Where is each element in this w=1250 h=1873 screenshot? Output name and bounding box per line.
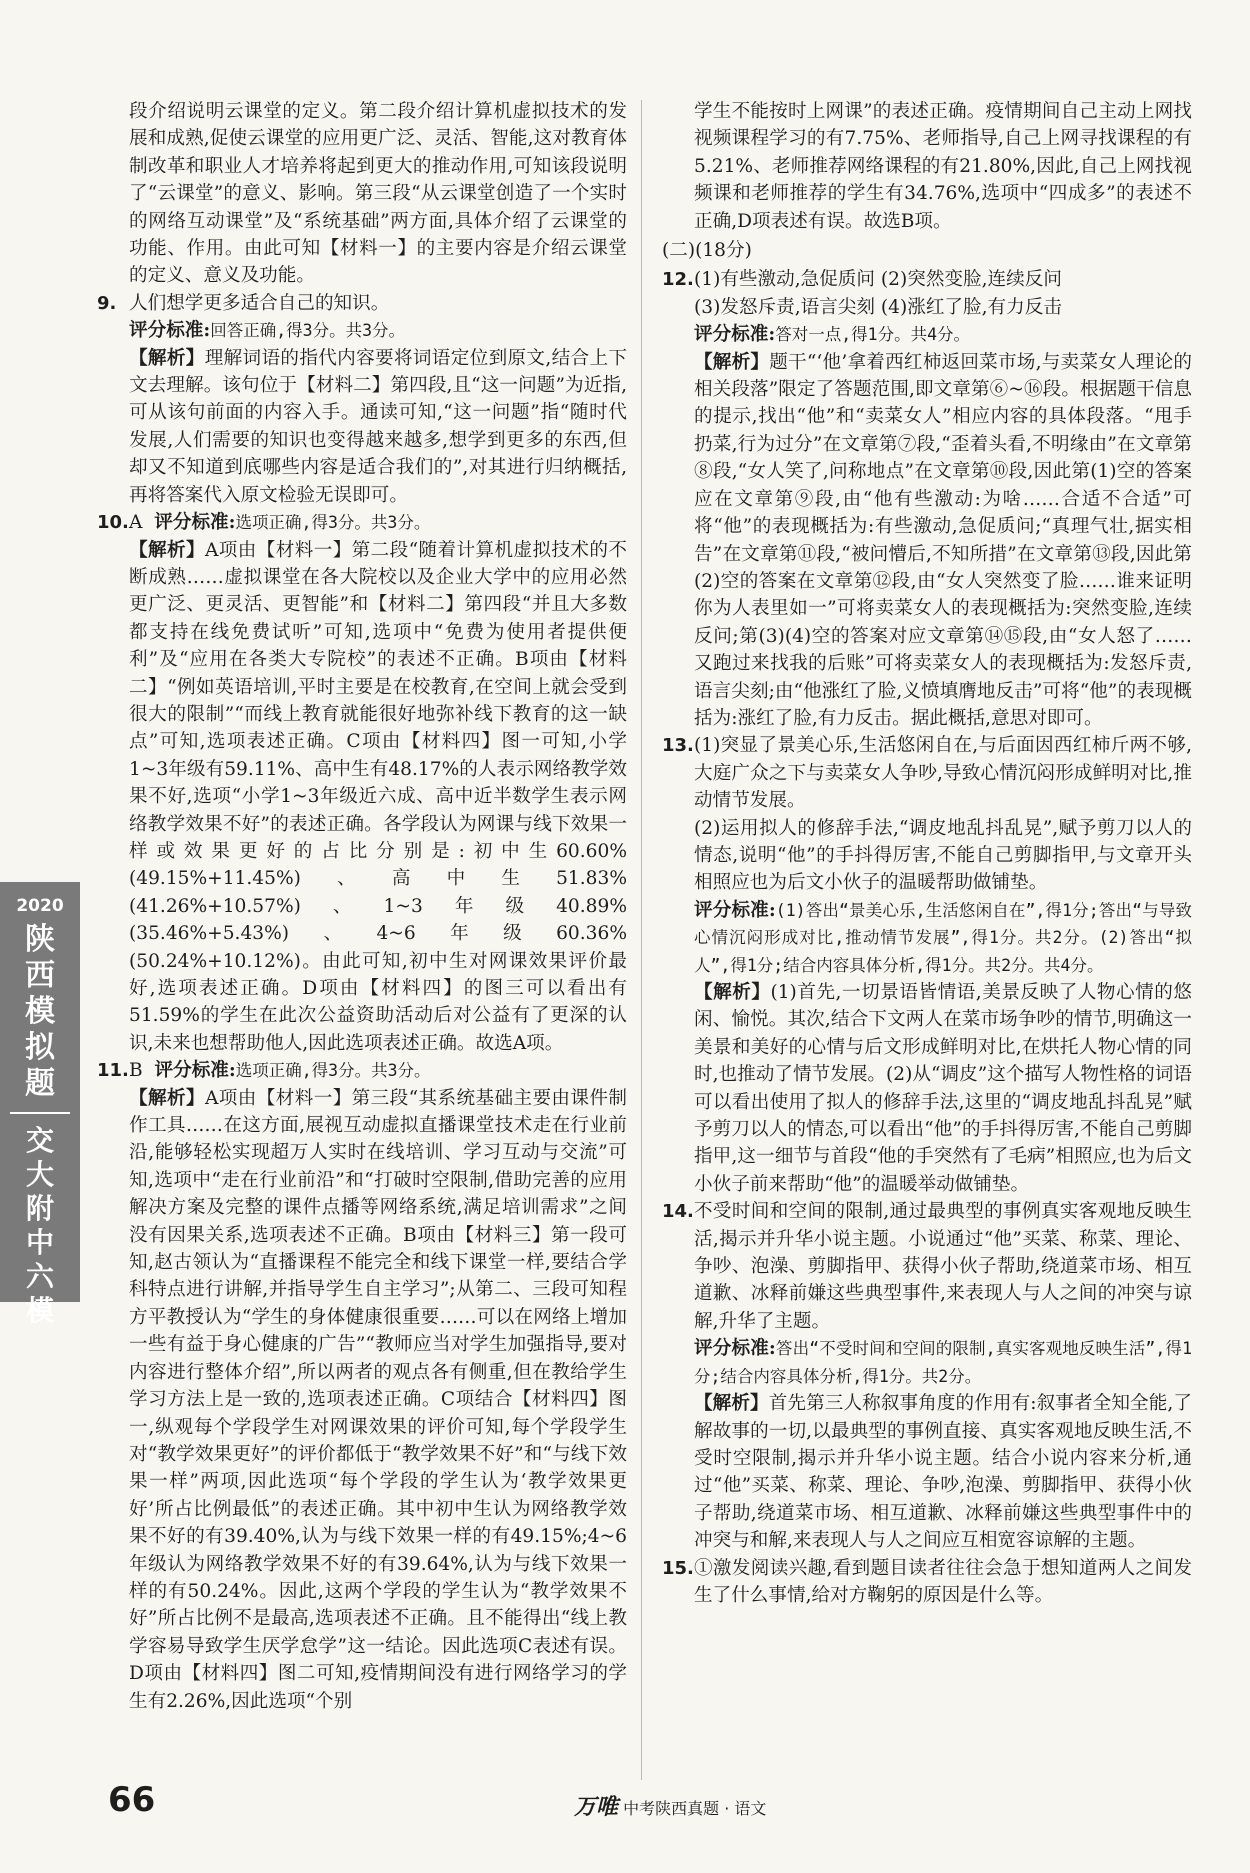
analysis-text: 首先第三人称叙事角度的作用有:叙事者全知全能,了解故事的一切,以最典型的事例直接、真实客观地反映生活,不受时空限制,揭示并升华小说主题。结合小说内容来分析,通过“他”买菜、称菜、理论、争吵,泡澡、剪脚指甲、获得小伙子帮助,绕道菜市场、相互道歉、冰释前嫌这些典型事件中的冲突与和解,来表现人与人之间应互相宽容谅解的主题。 [694, 1393, 1192, 1552]
footer-brand [574, 1790, 766, 1821]
scoring-standard [129, 317, 627, 344]
question-body [694, 266, 1192, 732]
side-tab [0, 882, 80, 1327]
scoring-text: (1)答出“景美心乐,生活悠闲自在”,得1分;答出“与导致心情沉闷形成对比,推动情节发展”,得1分。共2分。(2)答出“拟人”,得1分;结合内容具体分析,得1分。共2分。共4分。 [694, 900, 1192, 975]
answer-text: B [129, 1060, 143, 1082]
answer-line [129, 1057, 627, 1084]
analysis-label: 【解析】 [694, 351, 770, 373]
question-13 [662, 732, 1192, 1198]
analysis-label: 【解析】 [694, 982, 771, 1003]
right-column [662, 98, 1192, 1609]
side-tab-year: 2020 [16, 896, 64, 916]
scoring-text: 选项正确,得3分。共3分。 [235, 513, 431, 533]
answer-line [129, 509, 627, 536]
answer-text: 不受时间和空间的限制,通过最典型的事例真实客观地反映生活,揭示并升华小说主题。小说通过“他”买菜、称菜、理论、争吵、泡澡、剪脚指甲、获得小伙子帮助,绕道菜市场、相互道歉、冰释前嫌这些典型事件,来表现人与人之间的冲突与谅解,升华了主题。 [694, 1201, 1192, 1332]
section-heading: (二)(18分) [662, 240, 752, 262]
analysis [694, 349, 1192, 733]
answer-text: A [129, 512, 143, 534]
question-body [129, 1057, 627, 1715]
analysis [694, 979, 1192, 1198]
side-tab-title: 陕西模拟题 [25, 922, 55, 1101]
scoring-label: 评分标准: [694, 899, 776, 921]
analysis [129, 537, 627, 1058]
continued-paragraph: 学生不能按时上网课”的表述正确。疫情期间自己主动上网找视频课程学习的有7.75%、老师指导,自己上网寻找课程的有5.21%、老师推荐网络课程的有21.80%,因此,自己上网找视频课和老师推荐的学生有34.76%,选项中“四成多”的表述不正确,D项表述有误。故选B项。 [694, 101, 1192, 232]
scoring-text: 答出“不受时间和空间的限制,真实客观地反映生活”,得1分;结合内容具体分析,得1分。共2分。 [694, 1339, 1193, 1386]
analysis [694, 1390, 1192, 1554]
question-body [694, 1198, 1192, 1554]
analysis [129, 345, 627, 509]
scoring-label: 评分标准: [694, 1338, 776, 1360]
question-body [129, 290, 627, 509]
analysis [129, 1085, 627, 1715]
question-number: 9. [97, 292, 117, 314]
question-number: 11. [97, 1060, 129, 1082]
scoring-standard [694, 897, 1192, 979]
scoring-text: 选项正确,得3分。共3分。 [235, 1061, 431, 1081]
question-number: 14. [662, 1201, 694, 1223]
answer-text: 人们想学更多适合自己的知识。 [129, 292, 390, 314]
brand-logo: 万唯 [574, 1795, 619, 1820]
scoring-label: 评分标准: [694, 324, 776, 346]
scoring-standard [694, 1335, 1192, 1390]
side-tab-separator [10, 1112, 70, 1114]
question-14 [662, 1198, 1192, 1554]
analysis-label: 【解析】 [129, 1087, 205, 1109]
column-divider [641, 100, 642, 1780]
scoring-label: 评分标准: [129, 320, 211, 342]
scoring-standard [694, 321, 1192, 348]
footer-text: 中考陕西真题 · 语文 [623, 1799, 767, 1818]
left-intro-paragraph: 段介绍说明云课堂的定义。第二段介绍计算机虚拟技术的发展和成熟,促使云课堂的应用更广泛、灵活、智能,这对教育体制改革和职业人才培养将起到更大的推动作用,可知该段说明了“云课堂”的意义、影响。第三段“从云课堂创造了一个实时的网络互动课堂”及“系统基础”两方面,具体介绍了云课堂的功能、作用。由此可知【材料一】的主要内容是介绍云课堂的定义、意义及功能。 [129, 101, 627, 287]
analysis-text: 理解词语的指代内容要将词语定位到原文,结合上下文去理解。该句位于【材料二】第四段,且“这一问题”为近指,可从该句前面的内容入手。通读可知,“这一问题”指“随时代发展,人们需要的知识也变得越来越多,想学到更多的东西,但却又不知道到底哪些内容是适合我们的”,对其进行归纳概括,再将答案代入原文检验无误即可。 [129, 347, 627, 506]
analysis-text: (1)首先,一切景语皆情语,美景反映了人物心情的悠闲、愉悦。其次,结合下文两人在菜市场争吵的情节,明确这一美景和美好的心情与后文形成鲜明对比,在烘托人物心情的同时,也推动了情节发展。(2)从“调皮”这个描写人物性格的词语可以看出使用了拟人的修辞手法,这里的“调皮地乱抖乱晃”赋予剪刀以人的情态,可以看出“他”的手抖得厉害,不能自己剪脚指甲,这一细节与首段“他的手突然有了毛病”相照应,也为后文小伙子前来帮助“他”的温暖举动做铺垫。 [694, 982, 1192, 1195]
scoring-text: 答对一点,得1分。共4分。 [775, 325, 971, 345]
side-tab-subtitle: 交大附中六模 [25, 1124, 54, 1327]
question-10 [97, 509, 627, 1057]
left-column [97, 98, 627, 1715]
question-15 [662, 1555, 1192, 1610]
answer-text: ①激发阅读兴趣,看到题目读者往往会急于想知道两人之间发生了什么事情,给对方鞠躬的原因是什么等。 [694, 1557, 1192, 1606]
question-body [129, 509, 627, 1057]
question-11 [97, 1057, 627, 1715]
analysis-text: 题干“‘他’拿着西红柿返回菜市场,与卖菜女人理论的相关段落”限定了答题范围,即文章第⑥~⑯段。根据题干信息的提示,找出“他”和“卖菜女人”相应内容的具体段落。“甩手扔菜,行为过分”在文章第⑦段,“歪着头看,不明缘由”在文章第⑧段,“女人笑了,问称地点”在文章第⑩段,因此第(1)空的答案应在文章第⑨段,由“他有些激动:为啥……合适不合适”可将“他”的表现概括为:有些激动,急促质问;“真理气壮,据实相告”在文章第⑪段,“被问懵后,不知所措”在文章第⑬段,因此第(2)空的答案在文章第⑫段,由“女人突然变了脸……谁来证明你为人表里如一”可将卖菜女人的表现概括为:突然变脸,连续反问;第(3)(4)空的答案对应文章第⑭⑮段,由“女人怒了……又跑过来找我的后账”可将卖菜女人的表现概括为:发怒斥责,语言尖刻;由“他涨红了脸,义愤填膺地反击”可将“他”的表现概括为:涨红了脸,有力反击。据此概括,意思对即可。 [694, 351, 1192, 729]
question-number: 15. [662, 1557, 694, 1579]
question-number: 13. [662, 735, 694, 757]
question-9 [97, 290, 627, 509]
analysis-label: 【解析】 [694, 1393, 769, 1415]
answer-part-1: (1)突显了景美心乐,生活悠闲自在,与后面因西红柿斤两不够,大庭广众之下与卖菜女人争吵,导致心情沉闷形成鲜明对比,推动情节发展。 [694, 735, 1192, 812]
scoring-label: 评分标准: [154, 1060, 236, 1082]
question-number: 10. [97, 512, 129, 534]
question-body [694, 1555, 1192, 1610]
analysis-label: 【解析】 [129, 539, 205, 561]
answer-part-2: (2)运用拟人的修辞手法,“调皮地乱抖乱晃”,赋予剪刀以人的情态,说明“他”的手抖得厉害,不能自己剪脚指甲,与文章开头相照应也为后文小伙子的温暖帮助做铺垫。 [694, 817, 1192, 894]
scoring-text: 回答正确,得3分。共3分。 [210, 321, 406, 341]
question-body [694, 732, 1192, 1198]
analysis-text: A项由【材料一】第三段“其系统基础主要由课件制作工具……在这方面,展视互动虚拟直播课堂技术走在行业前沿,能够轻松实现超万人实时在线培训、学习互动与交流”可知,选项中“走在行业前沿”和“打破时空限制,借助完善的应用解决方案及完整的课件点播等网络系统,满足培训需求”之间没有因果关系,选项表述不正确。B项由【材料三】第一段可知,赵古领认为“直播课程不能完全和线下课堂一样,要结合学科特点进行讲解,并指导学生自主学习”;从第二、三段可知程方平教授认为“学生的身体健康很重要……可以在网络上增加一些有益于身心健康的广告”“教师应当对学生加强指导,要对内容进行整体介绍”,所以两者的观点各有侧重,但在教给学生学习方法上是一致的,选项表述正确。C项结合【材料四】图一,纵观每个学段学生对网课效果的评价可知,每个学段学生对“教学效果更好”的评价都低于“教学效果不好”和“与线下效果一样”两项,因此选项“每个学段的学生认为‘教学效果更好’所占比例最低”的表述正确。其中初中生认为网络教学效果不好的有39.40%,认为与线下效果一样的有49.15%;4~6年级认为网络教学效果不好的有39.64%,认为与线下效果一样的有50.24%。因此,这两个学段的学生认为“教学效果不好”所占比例不是最高,选项表述不正确。且不能得出“线上教学容易导致学生厌学怠学”这一结论。因此选项C表述有误。D项由【材料四】图二可知,疫情期间没有进行网络学习的学生有2.26%,因此选项“个别 [129, 1087, 627, 1712]
answer-line-2: (3)发怒斥责,语言尖刻 (4)涨红了脸,有力反击 [694, 296, 1062, 318]
answer-line-1: (1)有些激动,急促质问 (2)突然变脸,连续反问 [694, 269, 1062, 291]
analysis-text: A项由【材料一】第二段“随着计算机虚拟技术的不断成熟……虚拟课堂在各大院校以及企业大学中的应用必然更广泛、更灵活、更智能”和【材料二】第四段“并且大多数都支持在线免费试听”可知,选项中“免费为使用者提供便利”及“应用在各类大专院校”的表述不正确。B项由【材料二】“例如英语培训,平时主要是在校教育,在空间上就会受到很大的限制”“而线上教育就能很好地弥补线下教育的这一缺点”可知,选项表述正确。C项由【材料四】图一可知,小学1~3年级有59.11%、高中生有48.17%的人表示网络教学效果不好,选项“小学1~3年级近六成、高中近半数学生表示网络教学效果不好”的表述正确。各学段认为网课与线下效果一样或效果更好的占比分别是:初中生60.60%(49.15%+11.45%)、高中生51.83%(41.26%+10.57%)、1~3年级40.89%(35.46%+5.43%)、4~6年级60.36%(50.24%+10.12%)。由此可知,初中生对网课效果评价最好,选项表述正确。D项由【材料四】的图三可以看出有51.59%的学生在此次公益资助活动后对公益有了更深的认识,未来也想帮助他人,因此选项表述正确。故选A项。 [129, 539, 627, 1054]
question-12 [662, 266, 1192, 732]
analysis-label: 【解析】 [129, 347, 205, 369]
page-number: 66 [108, 1780, 156, 1820]
scoring-label: 评分标准: [154, 512, 236, 534]
question-number: 12. [662, 269, 694, 291]
